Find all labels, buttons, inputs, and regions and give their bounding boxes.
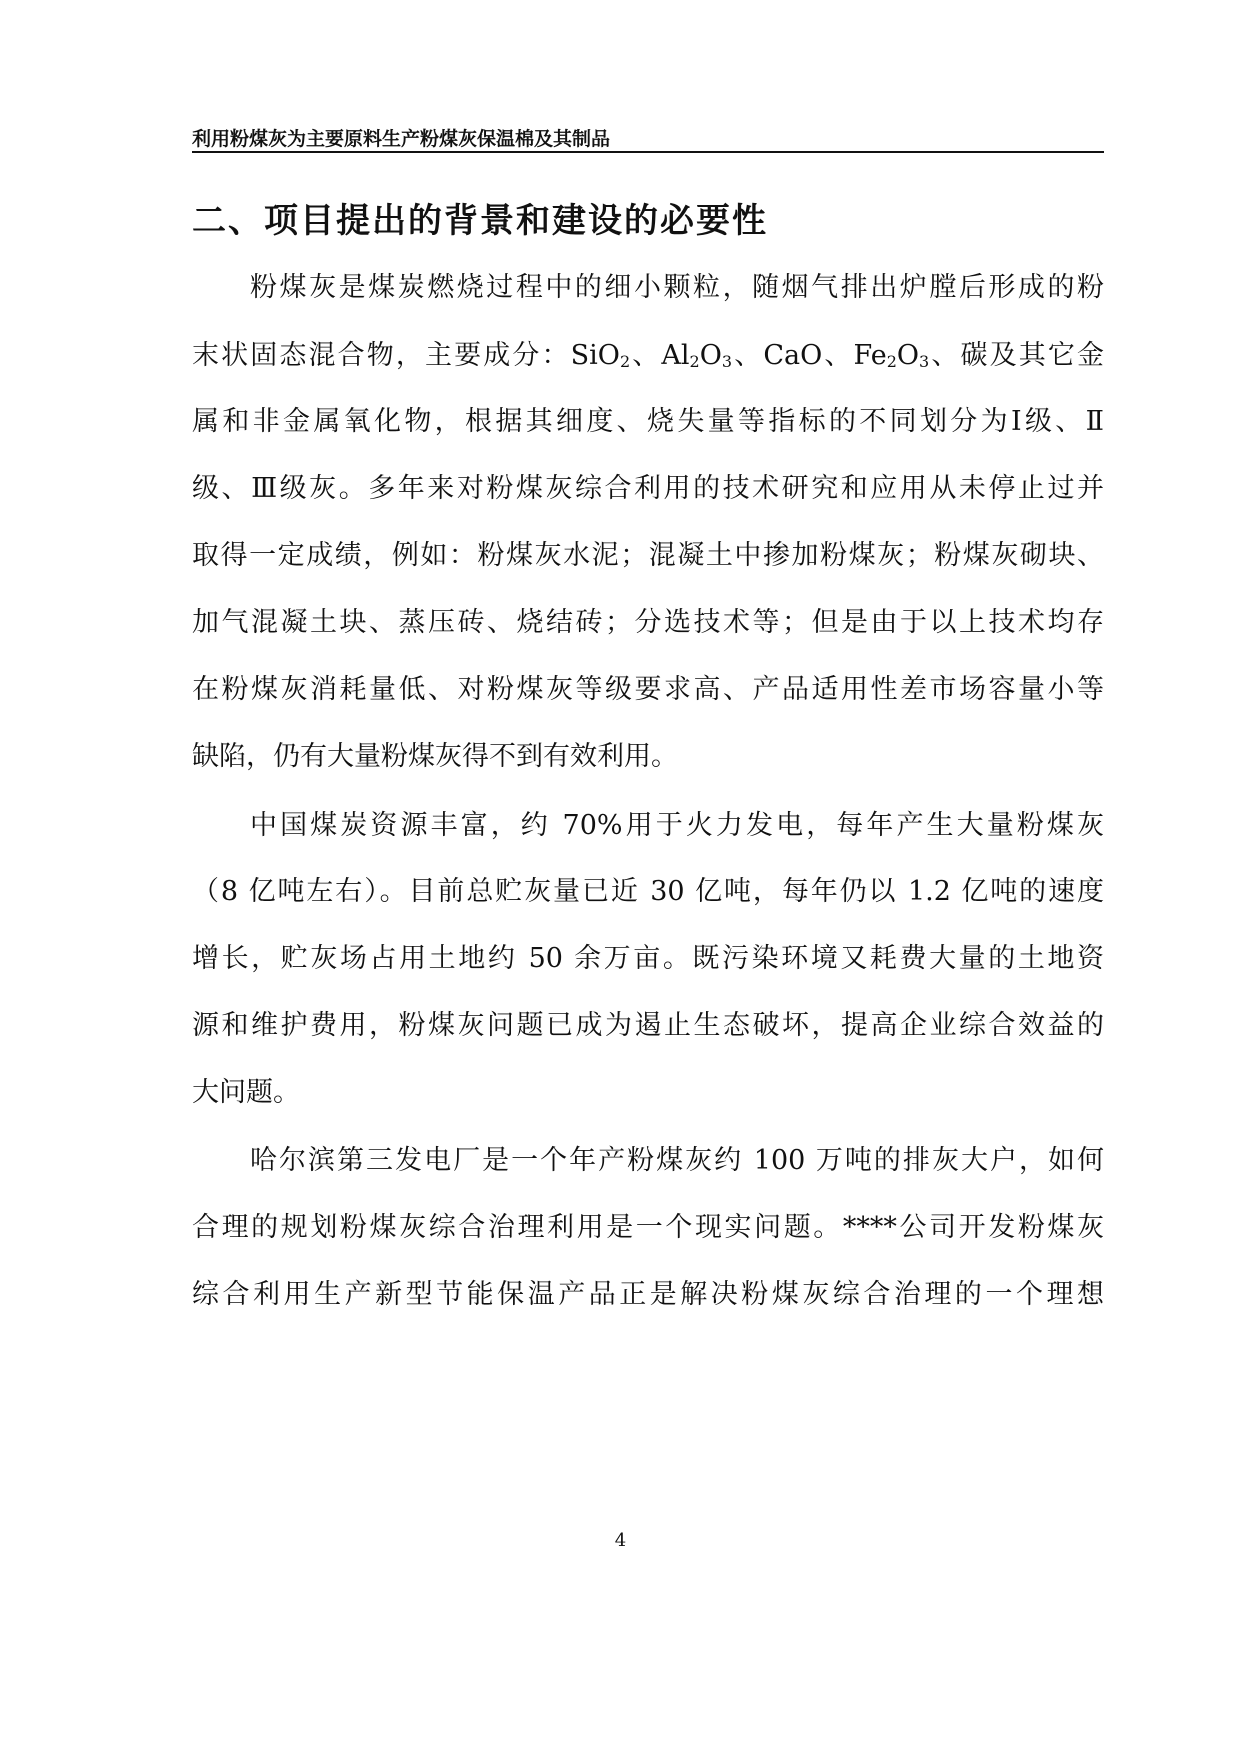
chemical-text: 、碳及其它金	[929, 340, 1105, 371]
chemical-subscript: 2	[619, 352, 631, 371]
chemical-subscript: 2	[886, 352, 897, 371]
paragraph-1-line-6: 加气混凝土块、蒸压砖、烧结砖；分选技术等；但是由于以上技术均存	[192, 607, 1104, 638]
chemical-subscript: 3	[919, 352, 930, 371]
chemical-text: 、CaO、Fe	[732, 340, 887, 371]
page-number: 4	[614, 1530, 627, 1551]
paragraph-2-line-5: 大问题。	[192, 1077, 300, 1108]
chemical-subscript: 2	[689, 352, 700, 371]
paragraph-1-line-1: 粉煤灰是煤炭燃烧过程中的细小颗粒，随烟气排出炉膛后形成的粉	[250, 272, 1104, 303]
paragraph-2-line-3: 增长，贮灰场占用土地约 50 余万亩。既污染环境又耗费大量的土地资	[192, 943, 1104, 974]
paragraph-1-line-7: 在粉煤灰消耗量低、对粉煤灰等级要求高、产品适用性差市场容量小等	[192, 674, 1104, 705]
chemical-text: 、Al	[630, 340, 690, 371]
section-heading: 二、项目提出的背景和建设的必要性	[192, 201, 768, 241]
paragraph-1-line-4: 级、Ⅲ级灰。多年来对粉煤灰综合利用的技术研究和应用从未停止过并	[192, 473, 1104, 504]
header-rule	[192, 151, 1104, 153]
paragraph-1-line-8: 缺陷，仍有大量粉煤灰得不到有效利用。	[192, 741, 678, 772]
paragraph-3-line-1: 哈尔滨第三发电厂是一个年产粉煤灰约 100 万吨的排灰大户，如何	[250, 1145, 1104, 1176]
paragraph-3-line-2: 合理的规划粉煤灰综合治理利用是一个现实问题。****公司开发粉煤灰	[192, 1212, 1104, 1243]
paragraph-2-line-2: （8 亿吨左右）。目前总贮灰量已近 30 亿吨，每年仍以 1.2 亿吨的速度	[192, 876, 1104, 907]
paragraph-1-line-3: 属和非金属氧化物，根据其细度、烧失量等指标的不同划分为Ⅰ级、Ⅱ	[192, 406, 1104, 437]
running-header: 利用粉煤灰为主要原料生产粉煤灰保温棉及其制品	[192, 128, 611, 150]
paragraph-1-line-2	[192, 336, 1104, 376]
paragraph-2-line-1: 中国煤炭资源丰富，约 70%用于火力发电，每年产生大量粉煤灰	[250, 810, 1104, 841]
chemical-text: O	[896, 340, 920, 371]
paragraph-3-line-3: 综合利用生产新型节能保温产品正是解决粉煤灰综合治理的一个理想	[192, 1279, 1104, 1310]
chemical-subscript: 3	[721, 352, 733, 371]
chemical-text: O	[699, 340, 722, 371]
paragraph-1-line-5: 取得一定成绩，例如：粉煤灰水泥；混凝土中掺加粉煤灰；粉煤灰砌块、	[192, 540, 1104, 571]
paragraph-2-line-4: 源和维护费用，粉煤灰问题已成为遏止生态破坏，提高企业综合效益的	[192, 1010, 1104, 1041]
chemical-text: 末状固态混合物，主要成分：SiO	[192, 340, 620, 371]
